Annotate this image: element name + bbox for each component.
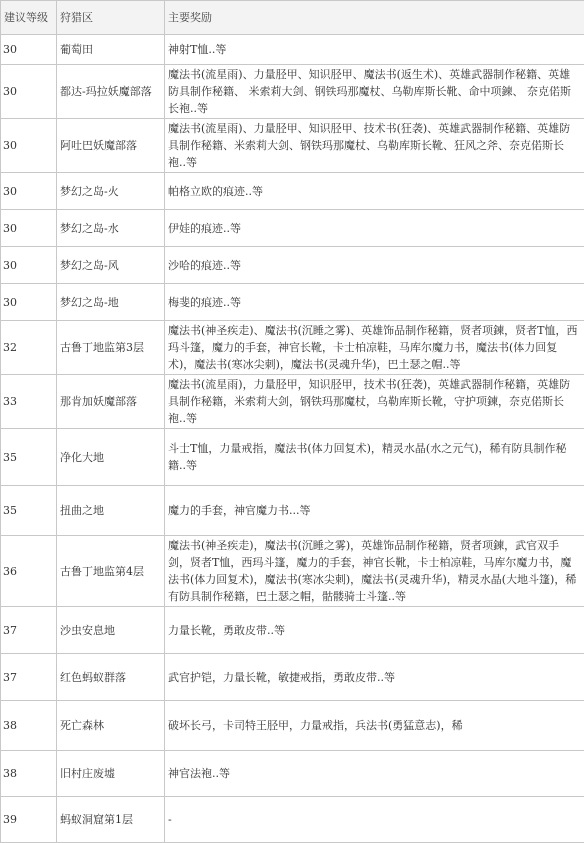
level-cell: 30 [1,210,57,247]
table-row [1,119,584,173]
rewards-cell: 魔法书(流星雨)、力量胫甲、知识胫甲、技术书(狂袭)、英雄武器制作秘籍、英雄防具制作秘籍、米索莉大剑、钢铁玛那魔杖、乌勒库斯长靴、狂风之斧、奈克偌斯长袍..等 [165,119,584,173]
area-cell: 都达-玛拉妖魔部落 [57,65,165,119]
area-cell: 蚂蚁洞窟第1层 [57,797,165,843]
area-cell: 沙虫安息地 [57,607,165,654]
area-cell: 死亡森林 [57,701,165,751]
table-row [1,321,584,375]
level-cell: 35 [1,486,57,536]
table-row [1,65,584,119]
table-row [1,607,584,654]
table-row [1,247,584,284]
level-cell: 33 [1,375,57,429]
header-rewards: 主要奖励 [165,1,584,35]
header-area: 狩猎区 [57,1,165,35]
table-row [1,797,584,843]
table-row [1,751,584,797]
level-cell: 35 [1,429,57,486]
area-cell: 梦幻之岛-火 [57,173,165,210]
area-cell: 古鲁丁地监第4层 [57,536,165,607]
level-cell: 38 [1,751,57,797]
level-cell: 30 [1,35,57,65]
table-row [1,486,584,536]
rewards-cell: 魔法书(神圣疾走)，魔法书(沉睡之雾)，英雄饰品制作秘籍，贤者项鍊，武官双手剑，贤者T恤，西玛斗篷，魔力的手套，神官长靴，卡士柏凉鞋，马库尔魔力书，魔法书(体力回复术)，魔法书(寒冰尖刺)，魔法书(灵魂升华)，精灵水晶(大地斗篷)，稀有防具制作秘籍，巴土瑟之帽，骷髅骑士斗篷..等 [165,536,584,607]
rewards-cell: 伊娃的痕迹..等 [165,210,584,247]
area-cell: 扭曲之地 [57,486,165,536]
level-cell: 30 [1,65,57,119]
table-row [1,429,584,486]
rewards-cell: 帕格立欧的痕迹..等 [165,173,584,210]
table-row [1,536,584,607]
table-row [1,35,584,65]
level-cell: 37 [1,607,57,654]
rewards-cell: 神射T恤..等 [165,35,584,65]
level-cell: 30 [1,284,57,321]
level-cell: 32 [1,321,57,375]
table-row [1,375,584,429]
level-cell: 30 [1,247,57,284]
area-cell: 梦幻之岛-水 [57,210,165,247]
rewards-cell: 魔法书(流星雨)、力量胫甲、知识胫甲、魔法书(返生术)、英雄武器制作秘籍、英雄防具制作秘籍、 米索莉大剑、钢铁玛那魔杖、乌勒库斯长靴、命中项鍊、 奈克偌斯长袍..等 [165,65,584,119]
level-cell: 30 [1,173,57,210]
level-cell: 37 [1,654,57,701]
rewards-cell: 武官护铠，力量长靴，敏捷戒指，勇敢皮带..等 [165,654,584,701]
level-cell: 36 [1,536,57,607]
area-cell: 梦幻之岛-地 [57,284,165,321]
area-cell: 阿吐巴妖魔部落 [57,119,165,173]
area-cell: 那肯加妖魔部落 [57,375,165,429]
header-level: 建议等级 [1,1,57,35]
rewards-cell: 神官法袍..等 [165,751,584,797]
table-row [1,654,584,701]
area-cell: 旧村庄废墟 [57,751,165,797]
rewards-cell: 破坏长弓，卡司特王胫甲，力量戒指，兵法书(勇猛意志)，稀 [165,701,584,751]
area-cell: 葡萄田 [57,35,165,65]
area-cell: 红色蚂蚁群落 [57,654,165,701]
area-cell: 净化大地 [57,429,165,486]
rewards-cell: 魔法书(神圣疾走)、魔法书(沉睡之雾)、英雄饰品制作秘籍，贤者项鍊，贤者T恤，西玛斗篷，魔力的手套，神官长靴，卡士柏凉鞋，马库尔魔力书，魔法书(体力回复术)，魔法书(寒冰尖刺)，魔法书(灵魂升华)，巴土瑟之帽..等 [165,321,584,375]
area-cell: 梦幻之岛-风 [57,247,165,284]
table-row [1,701,584,751]
level-cell: 30 [1,119,57,173]
rewards-cell: 魔力的手套，神官魔力书...等 [165,486,584,536]
rewards-cell: - [165,797,584,843]
table-row [1,173,584,210]
level-cell: 38 [1,701,57,751]
rewards-cell: 斗士T恤，力量戒指，魔法书(体力回复术)，精灵水晶(水之元气)，稀有防具制作秘籍..等 [165,429,584,486]
table-header-row [1,1,584,35]
rewards-cell: 力量长靴，勇敢皮带..等 [165,607,584,654]
table-row [1,210,584,247]
rewards-cell: 梅斐的痕迹..等 [165,284,584,321]
level-cell: 39 [1,797,57,843]
rewards-cell: 沙哈的痕迹..等 [165,247,584,284]
rewards-cell: 魔法书(流星雨)，力量胫甲，知识胫甲，技术书(狂袭)，英雄武器制作秘籍，英雄防具制作秘籍，米索莉大剑，钢铁玛那魔杖，乌勒库斯长靴，守护项鍊，奈克偌斯长袍..等 [165,375,584,429]
area-cell: 古鲁丁地监第3层 [57,321,165,375]
table-row [1,284,584,321]
